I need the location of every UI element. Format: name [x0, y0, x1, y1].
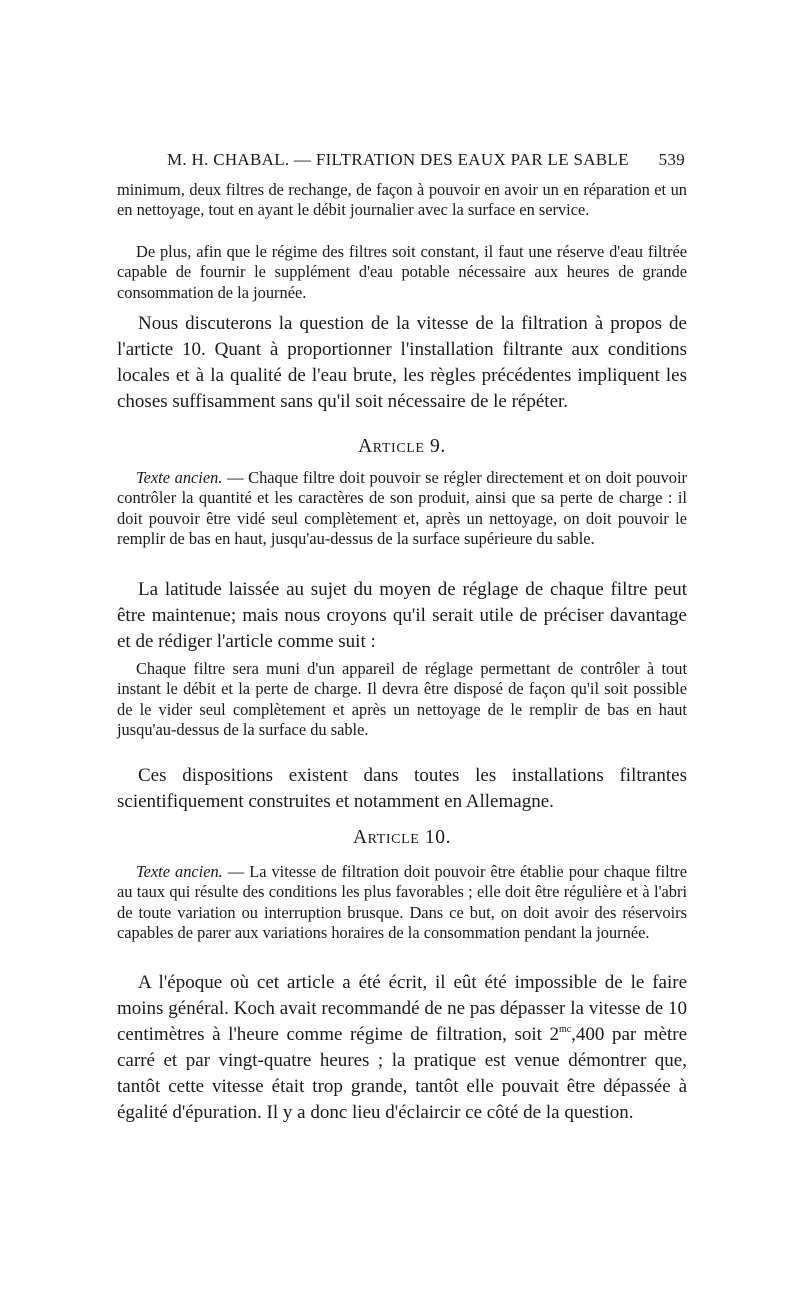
article-9-commentary: La latitude laissée au sujet du moyen de réglage de chaque filtre peut être maintenue; mais nous croyons qu'il serait utile de préciser davantage et de rédiger l'article comme suit :	[117, 579, 687, 653]
ancien-label: Texte ancien.	[136, 862, 223, 881]
article-10-commentary	[117, 970, 687, 1127]
paragraph-continuation: minimum, deux filtres de rechange, de façon à pouvoir en avoir un en réparation et un en nettoyage, tout en ayant le débit journalier avec la surface en service.	[117, 180, 687, 220]
commentary-part-2: ,400 par mètre carré et par vingt-quatre heures ; la pratique est venue démontrer que, tantôt cette vitesse était trop grande, tantôt elle pouvait être dépassée à égalité d'épuration. Il y a donc lieu d'éclaircir ce côté de la question.	[117, 1024, 687, 1124]
article-9-closing: Ces dispositions existent dans toutes les installations filtrantes scientifiquement construites et notamment en Allemagne.	[117, 765, 687, 813]
article-9-ancien-text	[117, 468, 687, 550]
commentary-part-1: A l'époque où cet article a été écrit, il eût été impossible de le faire moins général. Koch avait recommandé de ne pas dépasser la vitesse de 10 centimètres à l'heure comme régime de filtration, soit 2	[117, 972, 687, 1046]
article-10-heading: Article 10.	[352, 827, 452, 848]
running-header	[167, 148, 685, 172]
article-9-heading: Article 9.	[358, 436, 446, 457]
article-9-proposed-text: Chaque filtre sera muni d'un appareil de réglage permettant de contrôler à tout instant le débit et la perte de charge. Il devra être disposé de façon qu'il soit possible de le vider seul complètement et après un nettoyage de le remplir de bas en haut jusqu'au-dessus de la surface du sable.	[117, 659, 687, 740]
paragraph-reserve: De plus, afin que le régime des filtres soit constant, il faut une réserve d'eau filtrée capable de fournir le supplément d'eau potable nécessaire aux heures de grande consommation de la journée.	[117, 242, 687, 302]
running-title: M. H. CHABAL. — FILTRATION DES EAUX PAR LE SABLE	[167, 150, 629, 169]
unit-superscript: mc	[558, 1024, 572, 1036]
page-number: 539	[658, 150, 685, 169]
ancien-body: — La vitesse de filtration doit pouvoir être établie pour chaque filtre au taux qui résulte des conditions les plus favorables ; elle doit être régulière et à l'abri de toute variation ou interruption brusque. Dans ce but, on doit avoir des réservoirs capables de parer aux variations horaires de la consommation pendant la journée.	[117, 862, 688, 943]
ancien-label: Texte ancien.	[136, 468, 223, 487]
paragraph-discussion: Nous discuterons la question de la vitesse de la filtration à propos de l'articte 10. Quant à proportionner l'installation filtrante aux conditions locales et à la qualité de l'eau brute, les règles précédentes impliquent les choses suffisamment sans qu'il soit nécessaire de le répéter.	[117, 313, 687, 413]
ancien-body: — Chaque filtre doit pouvoir se régler directement et on doit pouvoir contrôler la quantité et les caractères de son produit, ainsi que sa perte de charge : il doit pouvoir être vidé seul complètement et, après un nettoyage, on doit pouvoir le remplir de bas en haut, jusqu'au-dessus de la surface supérieure du sable.	[117, 468, 688, 549]
article-10-ancien-text	[117, 862, 687, 944]
